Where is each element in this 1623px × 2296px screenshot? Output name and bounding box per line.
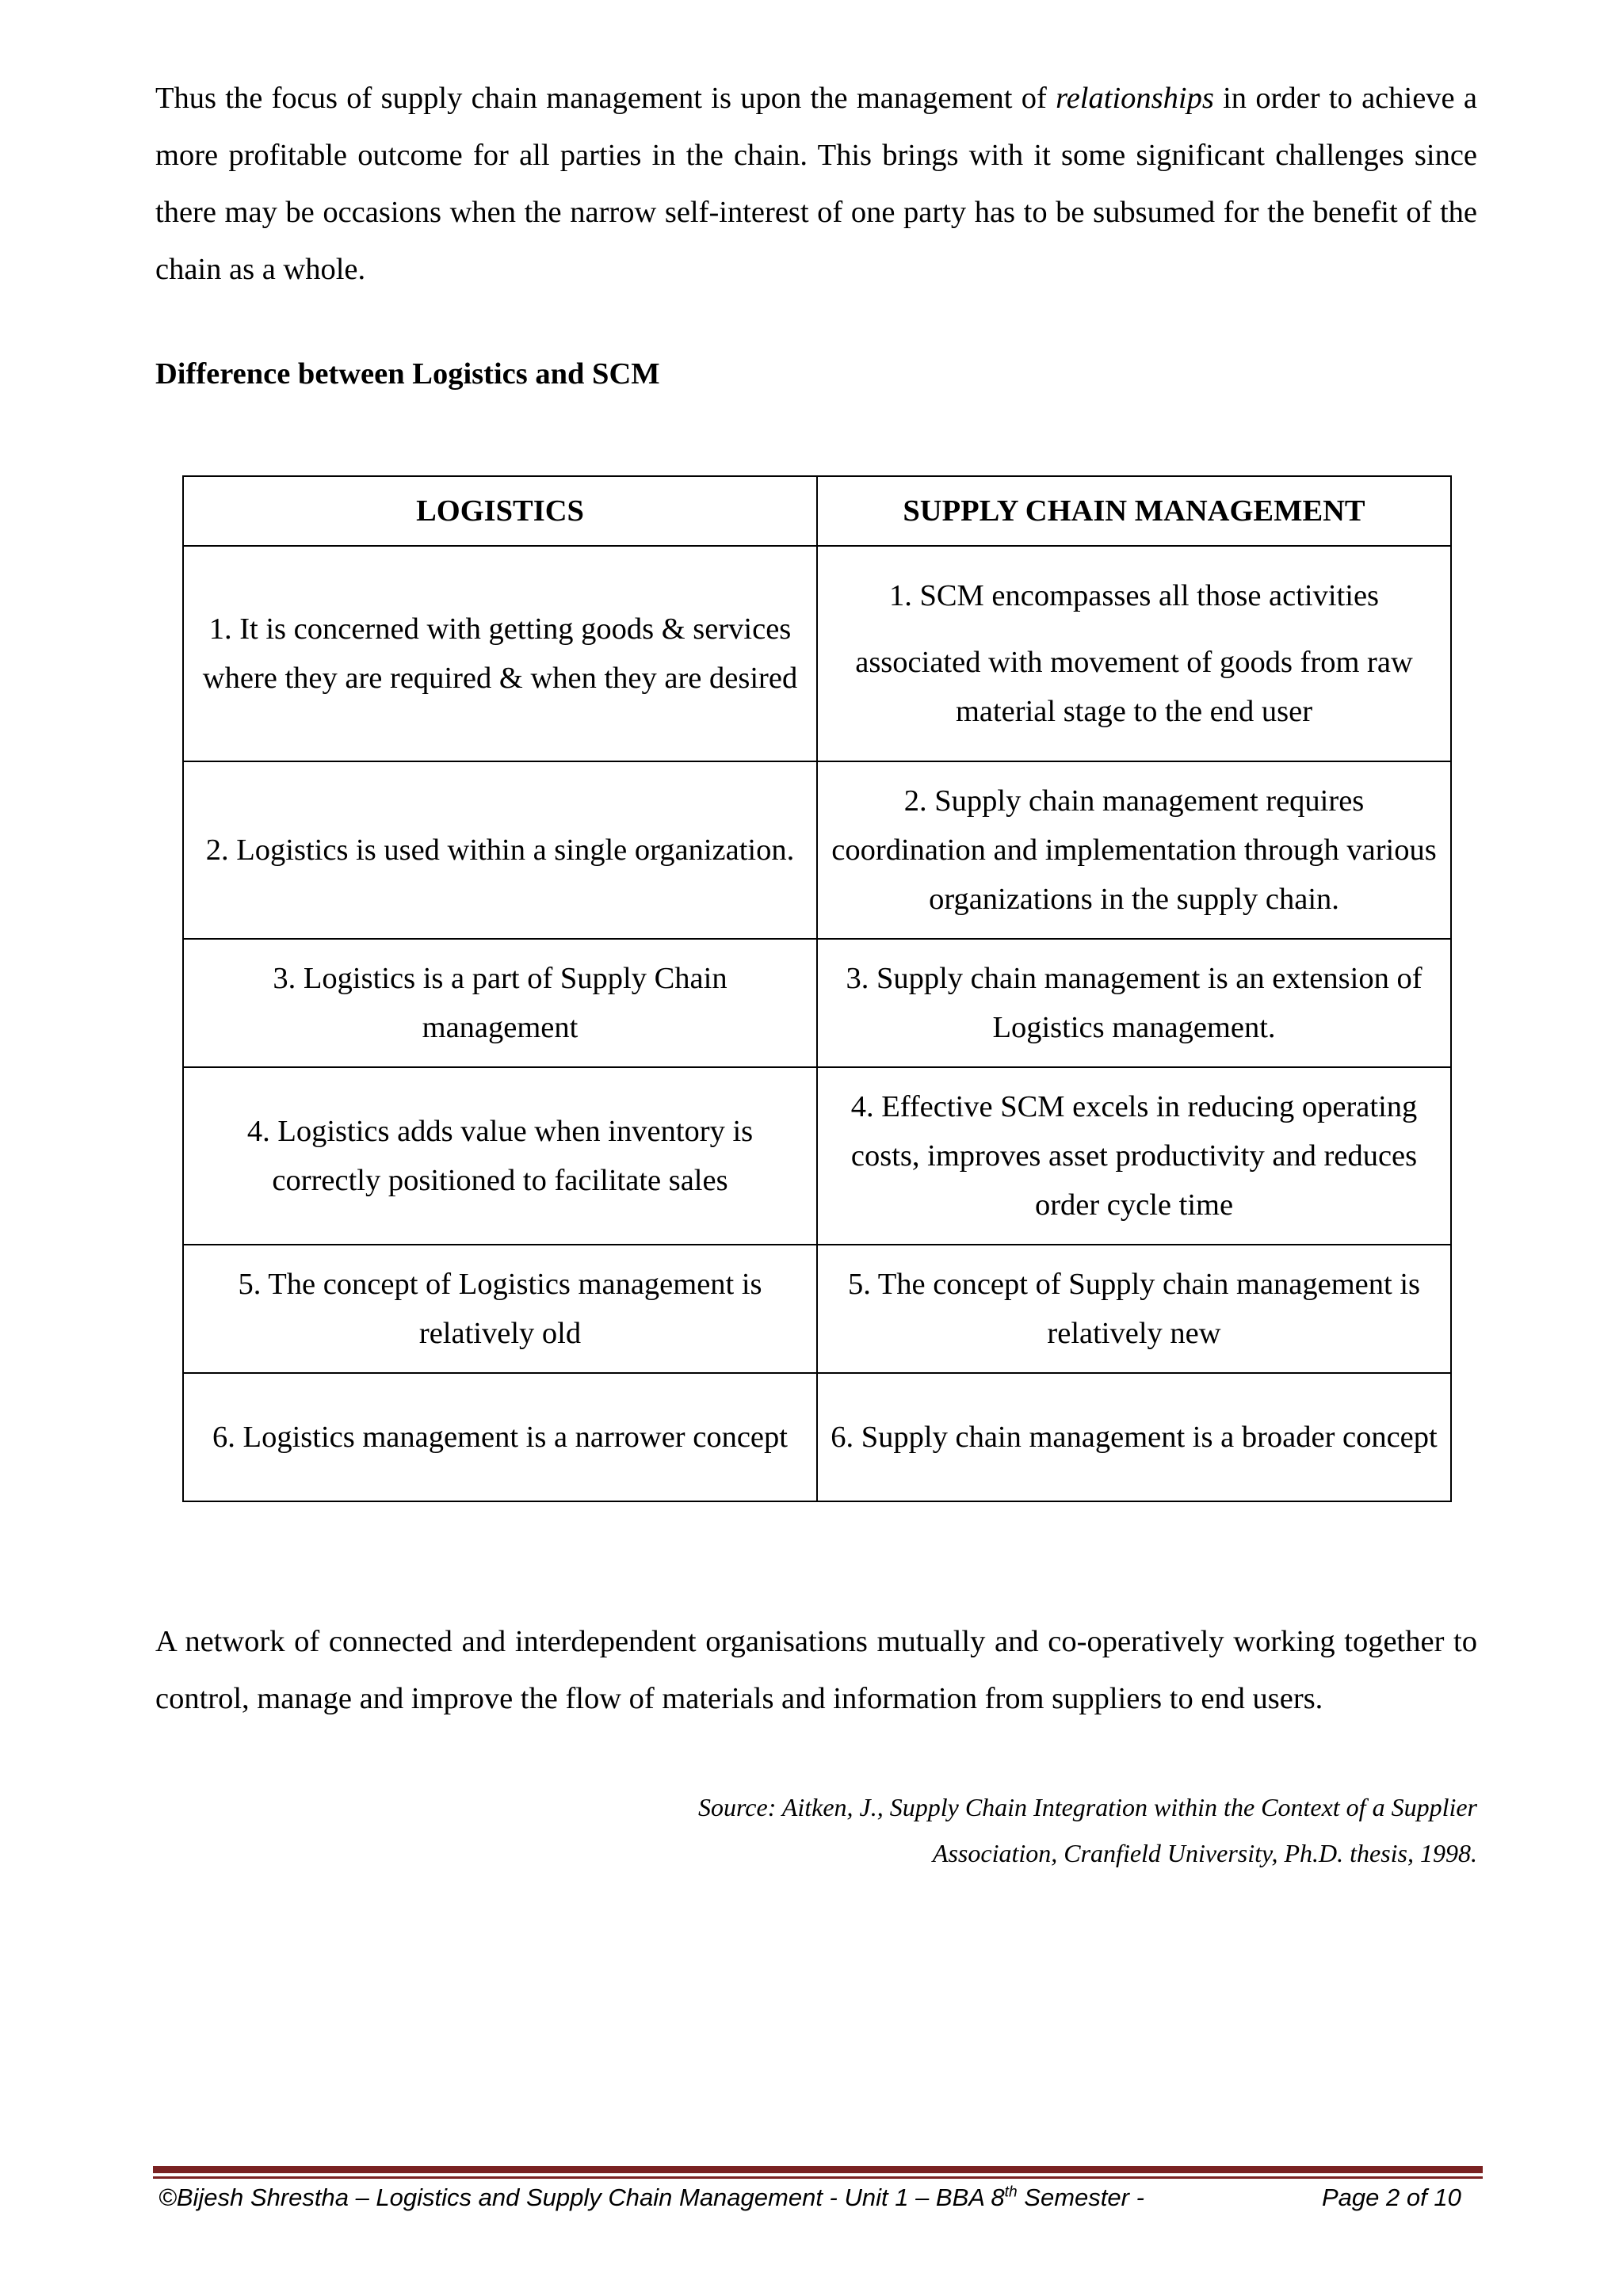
footer-credit-text: ©Bijesh Shrestha – Logistics and Supply Chain Management - Unit 1 – BBA 8 bbox=[158, 2183, 1005, 2211]
cell-logistics: 1. It is concerned with getting goods & services where they are required & when they are desired bbox=[183, 546, 817, 761]
cell-scm: 2. Supply chain management requires coordination and implementation through various organizations in the supply chain. bbox=[817, 761, 1451, 939]
footer-credit bbox=[158, 2183, 1144, 2212]
cell-scm: 6. Supply chain management is a broader concept bbox=[817, 1373, 1451, 1501]
cell-scm-line1: 1. SCM encompasses all those activities bbox=[888, 579, 1380, 612]
cell-scm-line2: associated with movement of goods from raw material stage to the end user bbox=[855, 646, 1413, 728]
cell-logistics: 2. Logistics is used within a single organization. bbox=[183, 761, 817, 939]
header-logistics: LOGISTICS bbox=[183, 476, 817, 546]
footer-rule-thin bbox=[153, 2176, 1483, 2179]
intro-text-after: in order to achieve a more profitable outcome for all parties in the chain. This brings with it some significant challenges since there may be occasions when the narrow self-interest of one party has to be subsumed for the benefit of the chain as a whole. bbox=[155, 82, 1478, 286]
intro-paragraph bbox=[155, 70, 1477, 298]
network-definition-paragraph: A network of connected and interdependent organisations mutually and co-operatively working together to control, manage and improve the flow of materials and information from suppliers to end users. bbox=[155, 1625, 1477, 1715]
table-row bbox=[183, 546, 1451, 761]
header-scm: SUPPLY CHAIN MANAGEMENT bbox=[817, 476, 1451, 546]
source-citation-line1: Source: Aitken, J., Supply Chain Integration within the Context of a Supplier bbox=[698, 1793, 1477, 1821]
table-row bbox=[183, 939, 1451, 1067]
intro-text-before: Thus the focus of supply chain management is upon the management of bbox=[155, 82, 1056, 115]
table-header-row bbox=[183, 476, 1451, 546]
cell-logistics: 3. Logistics is a part of Supply Chain management bbox=[183, 939, 817, 1067]
table-row bbox=[183, 1067, 1451, 1245]
page-number: Page 2 of 10 bbox=[1322, 2183, 1461, 2211]
intro-emphasis: relationships bbox=[1056, 82, 1214, 115]
comparison-table bbox=[182, 475, 1452, 1502]
cell-scm bbox=[817, 546, 1451, 761]
cell-scm: 5. The concept of Supply chain management is relatively new bbox=[817, 1245, 1451, 1373]
table-row bbox=[183, 1245, 1451, 1373]
footer-rule-thick bbox=[153, 2166, 1483, 2173]
cell-logistics: 5. The concept of Logistics management is relatively old bbox=[183, 1245, 817, 1373]
table-row bbox=[183, 1373, 1451, 1501]
cell-scm: 4. Effective SCM excels in reducing operating costs, improves asset productivity and reduces order cycle time bbox=[817, 1067, 1451, 1245]
cell-scm: 3. Supply chain management is an extension of Logistics management. bbox=[817, 939, 1451, 1067]
footer-credit-suffix: Semester - bbox=[1017, 2183, 1144, 2211]
cell-logistics: 4. Logistics adds value when inventory is correctly positioned to facilitate sales bbox=[183, 1067, 817, 1245]
footer-credit-superscript: th bbox=[1004, 2183, 1018, 2201]
cell-logistics: 6. Logistics management is a narrower concept bbox=[183, 1373, 817, 1501]
source-citation-line2: Association, Cranfield University, Ph.D. thesis, 1998. bbox=[932, 1839, 1477, 1867]
table-row bbox=[183, 761, 1451, 939]
section-heading: Difference between Logistics and SCM bbox=[155, 357, 660, 391]
